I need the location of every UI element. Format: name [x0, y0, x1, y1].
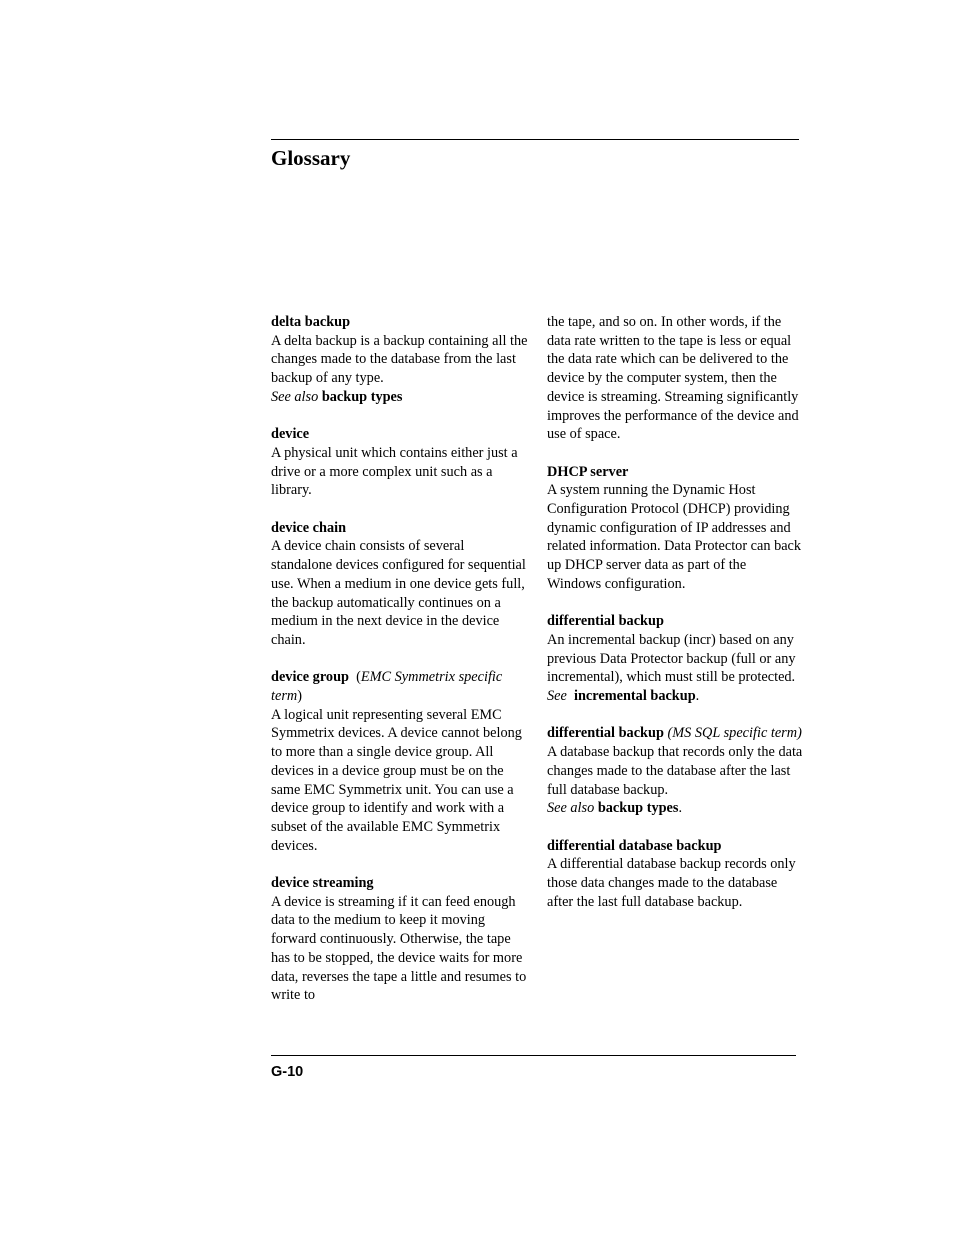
- see-end-punctuation: .: [678, 800, 683, 817]
- glossary-term: differential backup: [547, 613, 664, 630]
- glossary-entry-device-streaming-continued: [547, 313, 803, 444]
- see-label: See: [547, 688, 567, 705]
- page-title: Glossary: [271, 146, 351, 170]
- glossary-definition: A system running the Dynamic Host Configuration Protocol (DHCP) providing dynamic configuration of IP addresses and related information. Data Protector can back up DHCP server data as part of the Windows configuration.: [547, 482, 802, 592]
- glossary-definition: A device chain consists of several standalone devices configured for sequential use. When a medium in one device gets full, the backup automatically continues on a medium in the next device in the device chain.: [271, 538, 526, 648]
- glossary-entry-device-group: [271, 668, 529, 855]
- cross-reference-link[interactable]: backup types: [597, 800, 679, 817]
- glossary-entry-device: [271, 425, 529, 500]
- qualifier-close: ): [297, 688, 302, 705]
- see-also-label: See also: [547, 800, 595, 817]
- glossary-column-right: [547, 313, 803, 930]
- glossary-definition: A differential database backup records only those data changes made to the database after the last full database backup.: [547, 856, 796, 910]
- glossary-term: device: [271, 426, 310, 443]
- glossary-term: device chain: [271, 519, 347, 536]
- glossary-definition: A delta backup is a backup containing all the changes made to the database from the last backup of any type.: [271, 332, 528, 387]
- glossary-term-with-qualifier: [547, 724, 803, 743]
- glossary-column-left: [271, 313, 529, 1024]
- see-also-label: See also: [271, 388, 319, 405]
- cross-reference-link[interactable]: backup types: [321, 388, 403, 405]
- see-also-reference: [271, 388, 529, 407]
- glossary-entry-delta-backup: [271, 313, 529, 407]
- glossary-entry-differential-backup: [547, 612, 803, 706]
- see-reference: [547, 687, 803, 706]
- glossary-term: device streaming: [271, 875, 374, 892]
- cross-reference-link[interactable]: incremental backup: [574, 688, 696, 705]
- glossary-entry-device-chain: [271, 519, 529, 650]
- glossary-entry-dhcp-server: [547, 463, 803, 594]
- page-number: G-10: [271, 1064, 304, 1080]
- glossary-definition: A physical unit which contains either just a drive or a more complex unit such as a library.: [271, 444, 518, 499]
- see-also-reference: [547, 799, 803, 818]
- see-end-punctuation: .: [695, 688, 700, 705]
- glossary-entry-differential-database-backup: [547, 837, 803, 912]
- glossary-definition: the tape, and so on. In other words, if the data rate written to the tape is less or equal the data rate which can be delivered to the device by the computer system, then the device is streaming. Streaming significantly improves the performance of the device and use of space.: [547, 314, 799, 443]
- glossary-term-with-qualifier: [271, 668, 529, 705]
- glossary-entry-device-streaming: [271, 874, 529, 1005]
- glossary-term: delta backup: [271, 314, 351, 330]
- glossary-entry-differential-backup-mssql: [547, 724, 803, 818]
- glossary-definition: An incremental backup (incr) based on any previous Data Protector backup (full or any incremental), which must still be protected.: [547, 631, 796, 686]
- glossary-definition: A logical unit representing several EMC Symmetrix devices. A device cannot belong to more than a single device group. All devices in a device group must be on the same EMC Symmetrix unit. You can use a device group to identify and work with a subset of the available EMC Symmetrix devices.: [271, 706, 522, 854]
- glossary-term: device group: [271, 669, 349, 686]
- glossary-definition: A device is streaming if it can feed enough data to the medium to keep it moving forward continuously. Otherwise, the tape has to be stopped, the device waits for more data, reverses the tape a little and resumes to write to: [271, 893, 527, 1004]
- glossary-definition: A database backup that records only the data changes made to the database after the last full database backup.: [547, 744, 803, 798]
- glossary-term: differential backup: [547, 725, 664, 742]
- footer-rule: [271, 1055, 796, 1056]
- term-qualifier: EMC Symmetrix specific term: [271, 669, 503, 705]
- term-qualifier: (MS SQL specific term): [667, 725, 802, 742]
- header-rule: [271, 139, 799, 140]
- qualifier-open: (: [356, 669, 361, 686]
- glossary-term: DHCP server: [547, 463, 629, 480]
- glossary-term: differential database backup: [547, 837, 722, 854]
